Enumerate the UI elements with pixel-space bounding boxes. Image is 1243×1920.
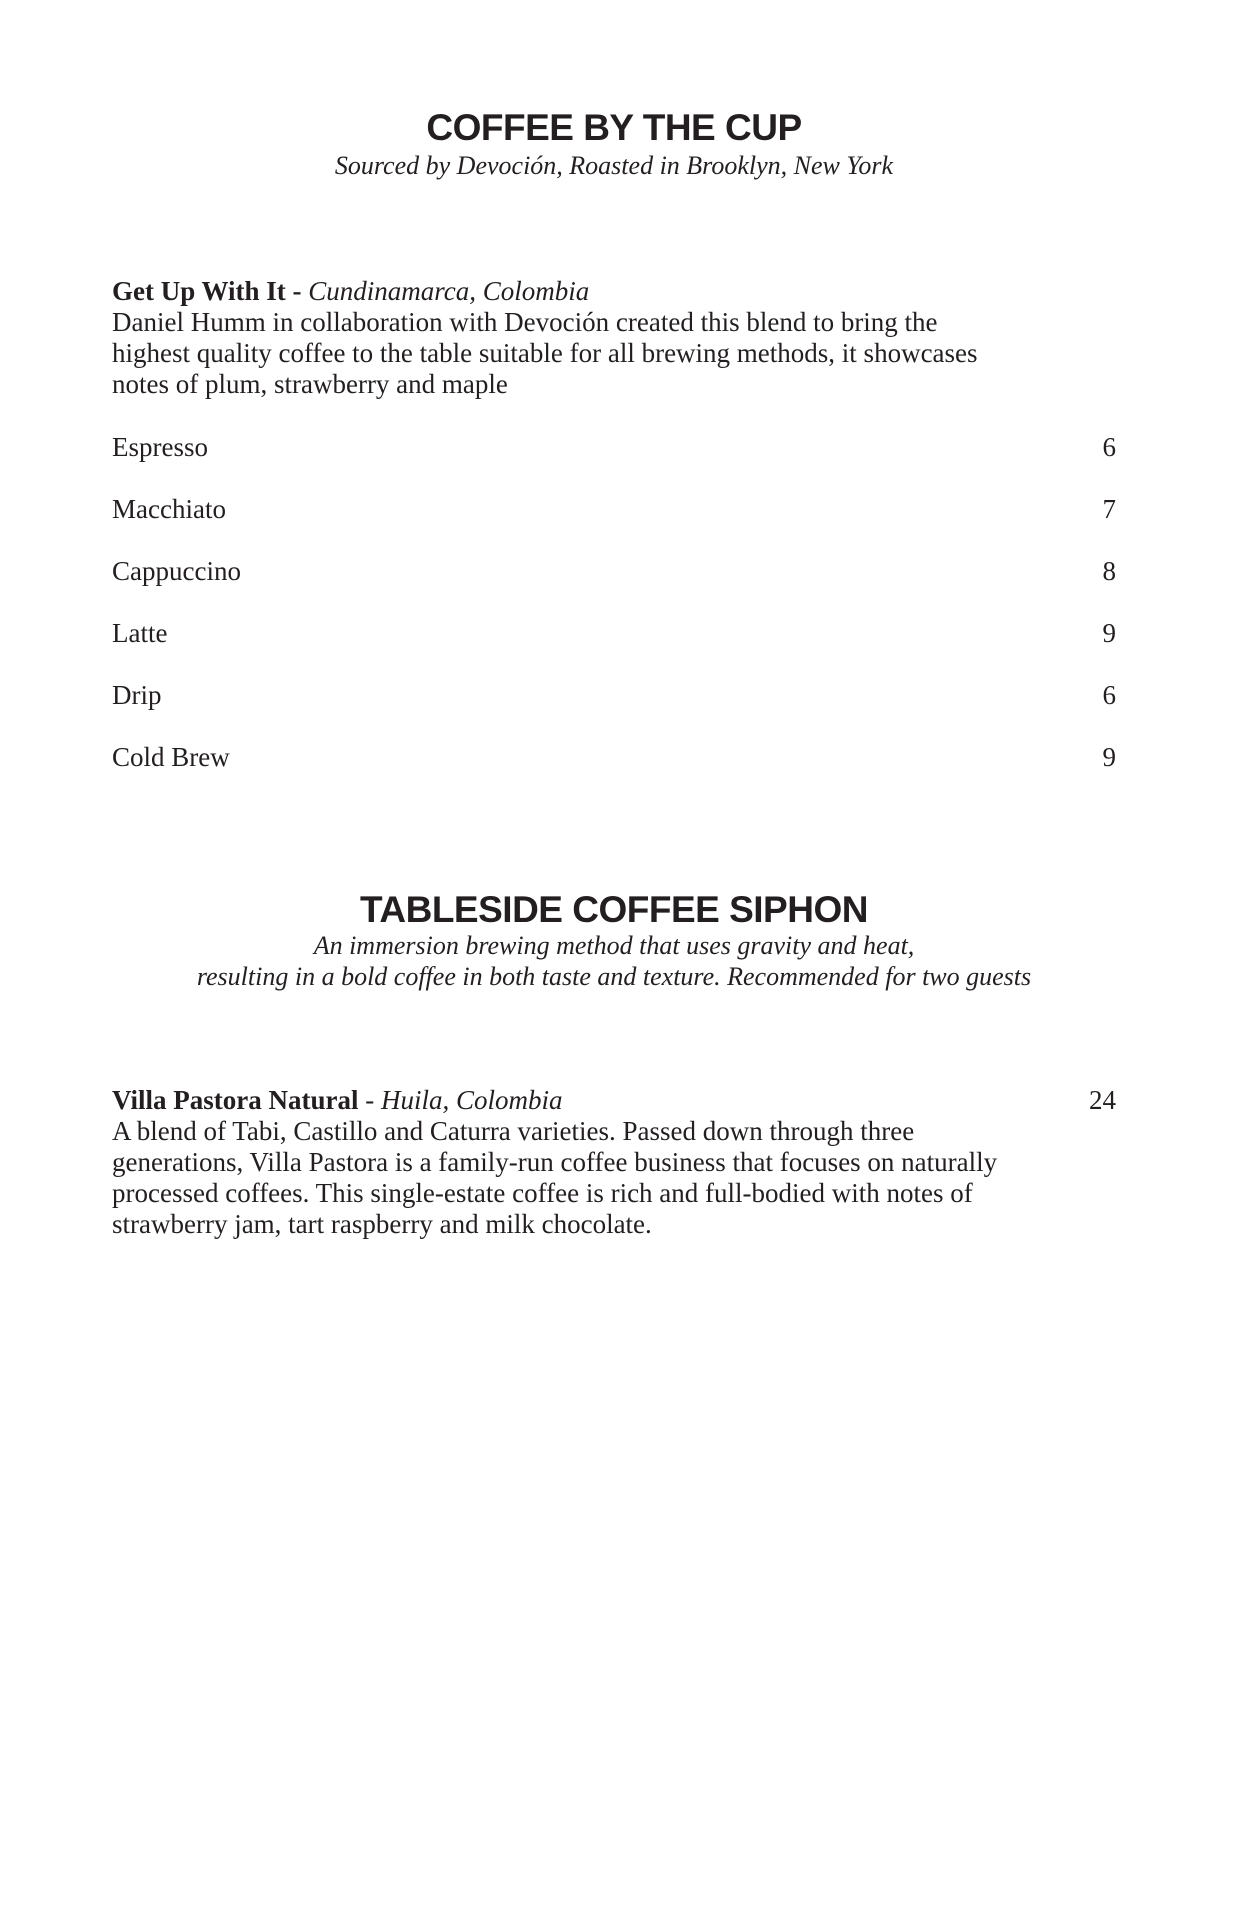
subtitle-line: resulting in a bold coffee in both taste and texture. Recommended for two guests (196, 962, 1032, 991)
section-subtitle-tableside-siphon (112, 930, 1116, 992)
menu-item-name: Cappuccino (112, 556, 241, 586)
siphon-coffee-entry (112, 1085, 1116, 1240)
blend-description-line: Daniel Humm in collaboration with Devoción created this blend to bring the (112, 307, 938, 337)
menu-item-price: 7 (1102, 494, 1116, 524)
menu-item-price: 6 (1102, 680, 1116, 710)
menu-item-name: Espresso (112, 432, 208, 462)
menu-item-price: 6 (1102, 432, 1116, 462)
siphon-description-line: generations, Villa Pastora is a family-run coffee business that focuses on naturally (112, 1147, 998, 1177)
menu-item-name: Macchiato (112, 494, 226, 524)
section-subtitle-coffee-by-the-cup: Sourced by Devoción, Roasted in Brooklyn, New York (334, 151, 894, 180)
menu-item-cold-brew (112, 742, 1116, 804)
menu-item-price: 8 (1102, 556, 1116, 586)
menu-item-price: 9 (1102, 742, 1116, 772)
siphon-coffee-title (112, 1085, 562, 1116)
siphon-description-line: A blend of Tabi, Castillo and Caturra varieties. Passed down through three (112, 1116, 915, 1146)
coffee-menu-list (112, 432, 1116, 804)
blend-name: Get Up With It - (112, 276, 302, 306)
menu-page (112, 0, 1116, 1920)
blend-description-line: notes of plum, strawberry and maple (112, 369, 508, 399)
menu-item-drip (112, 680, 1116, 742)
siphon-coffee-separator: - (358, 1085, 381, 1115)
blend-description-line: highest quality coffee to the table suitable for all brewing methods, it showcases (112, 338, 978, 368)
siphon-description-line: strawberry jam, tart raspberry and milk chocolate. (112, 1209, 652, 1239)
menu-item-name: Latte (112, 618, 168, 648)
siphon-coffee-heading (112, 1085, 1116, 1116)
siphon-description-line: processed coffees. This single-estate coffee is rich and full-bodied with notes of (112, 1178, 973, 1208)
blend-heading (112, 276, 1116, 307)
section-title-tableside-siphon: TABLESIDE COFFEE SIPHON (360, 889, 868, 930)
siphon-coffee-name: Villa Pastora Natural (112, 1085, 359, 1115)
menu-item-cappuccino (112, 556, 1116, 618)
section-title-coffee-by-the-cup: COFFEE BY THE CUP (426, 107, 802, 148)
menu-item-name: Cold Brew (112, 742, 230, 772)
blend-origin: Cundinamarca, Colombia (308, 276, 590, 306)
subtitle-line: An immersion brewing method that uses gravity and heat, (313, 931, 915, 960)
blend-description (112, 276, 1116, 400)
siphon-coffee-origin: Huila, Colombia (380, 1085, 563, 1115)
menu-item-latte (112, 618, 1116, 680)
menu-item-name: Drip (112, 680, 162, 710)
menu-item-espresso (112, 432, 1116, 494)
menu-item-price: 9 (1102, 618, 1116, 648)
siphon-coffee-price: 24 (1089, 1085, 1116, 1115)
menu-item-macchiato (112, 494, 1116, 556)
